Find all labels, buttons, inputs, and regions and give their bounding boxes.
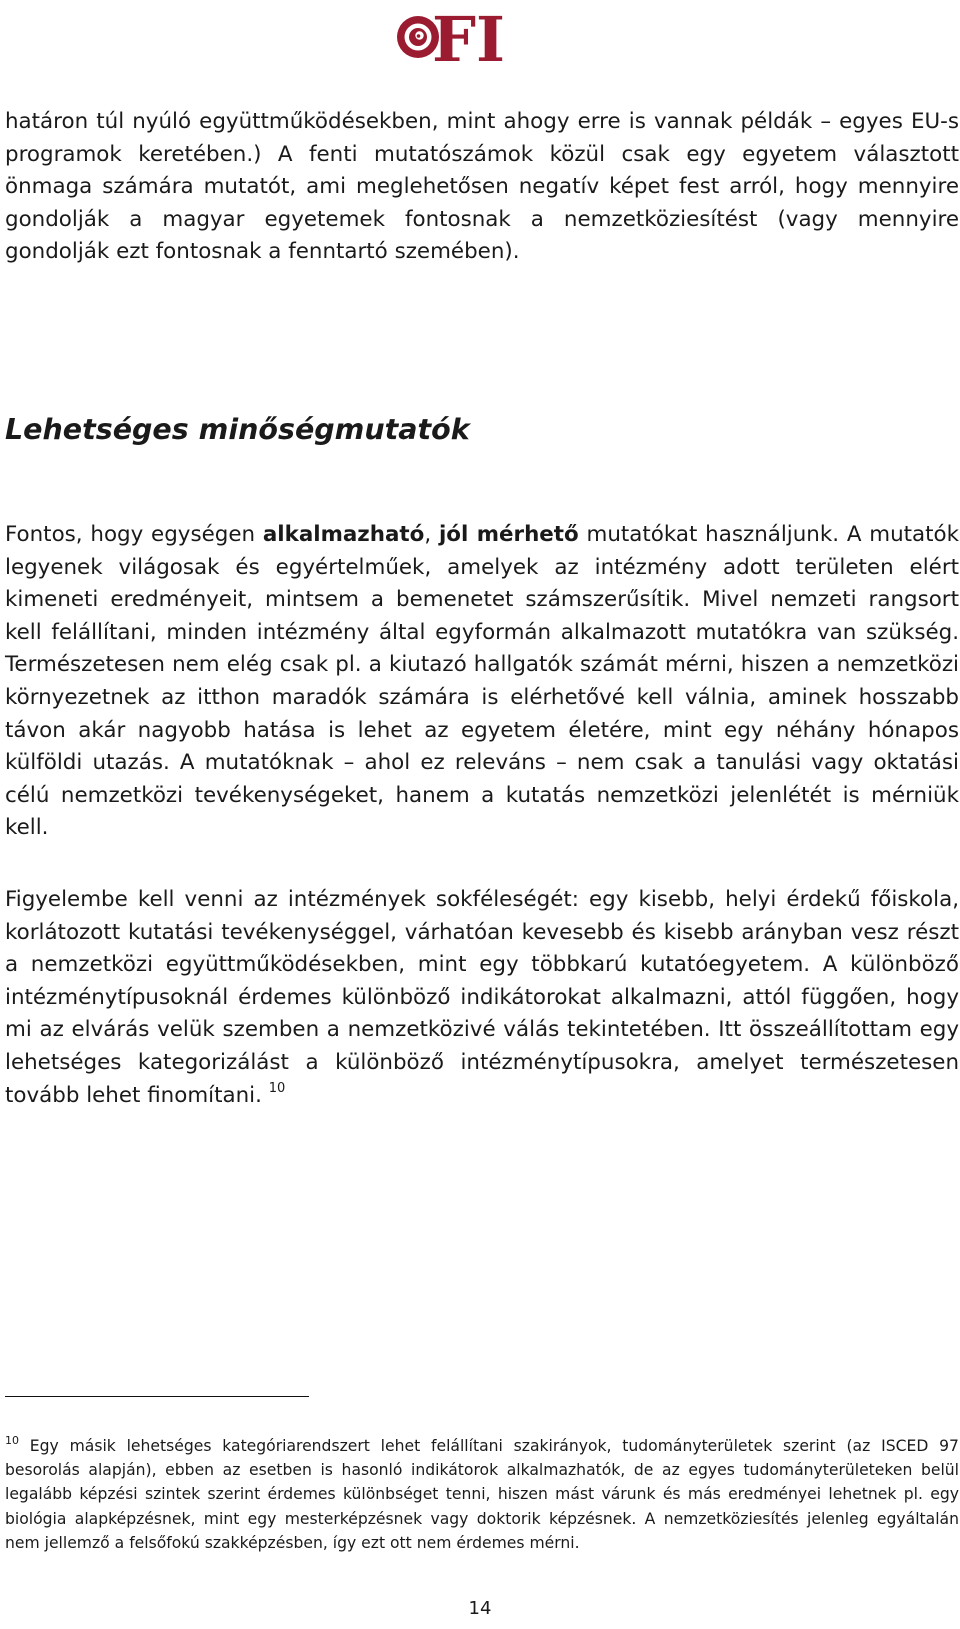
svg-text:FI: FI <box>432 4 506 70</box>
text-run: Figyelembe kell venni az intézmények sokféleségét: egy kisebb, helyi érdekű főiskola, korlátozott kutatási tevékenységgel, várhatóan kevesebb és kisebb arányban vesz részt a nemzetközi együttműködésekben, mint egy többkarú kutatóegyetem. A különböző intézménytípusoknál érdemes különböző indikátorokat alkalmazni, attól függően, hogy mi az elvárás velük szemben a nemzetközivé válás tekintetében. Itt összeállítottam egy lehetséges kategorizálást a különböző intézménytípusokra, amelyet természetesen tovább lehet finomítani. <box>5 887 959 1108</box>
footnote-text: Egy másik lehetséges kategóriarendszert lehet felállítani szakirányok, tudományterületek szerint (az ISCED 97 besorolás alapján), ebben az esetben is hasonló indikátorok alkalmazhatók, de az egyes tudományterületeken belül legalább képzési szintek szerint érdemes különbséget tenni, hiszen mást várunk és más eredményei lehetnek pl. egy biológia alapképzésnek, mint egy mesterképzésnek vagy doktorik képzésnek. A nemzetköziesítés jelenleg egyáltalán nem jellemző a felsőfokú szakképzésben, így ezt ott nem érdemes mérni. <box>5 1437 959 1552</box>
footnote <box>5 1434 959 1555</box>
section-heading: Lehetséges minőségmutatók <box>5 413 470 446</box>
body-paragraph-2 <box>5 519 959 845</box>
text-run: mutatókat használjunk. A mutatók legyenek világosak és egyértelműek, amelyek az intézmény adott területen elért kimeneti eredményeit, mintsem a bemenetet számszerűsítik. Mivel nemzeti rangsort kell felállítani, minden intézmény által egyformán alkalmazott mutatókra van szükség. Természetesen nem elég csak pl. a kiutazó hallgatók számát mérni, hiszen a nemzetközi környezetnek az itthon maradók számára is elérhetővé kell válnia, aminek hosszabb távon akár nagyobb hatása is lehet az egyetem életére, mint egy néhány hónapos külföldi utazás. A mutatóknak – ahol ez releváns – nem csak a tanulási vagy oktatási célú nemzetközi tevékenységeket, hanem a kutatás nemzetközi jelenlétét is mérniük kell. <box>5 522 959 841</box>
page-number: 14 <box>468 1598 492 1619</box>
body-paragraph-3 <box>5 884 959 1112</box>
bold-term-measurable: jól mérhető <box>438 522 579 547</box>
footnote-separator <box>5 1396 309 1397</box>
footnote-number: 10 <box>5 1434 19 1447</box>
bold-term-applicable: alkalmazható <box>262 522 425 547</box>
text-run: , <box>424 522 439 547</box>
body-paragraph-1: határon túl nyúló együttműködésekben, mint ahogy erre is vannak példák – egyes EU-s programok keretében.) A fenti mutatószámok közül csak egy egyetem választott önmaga számára mutatót, ami meglehetősen negatív képet fest arról, hogy mennyire gondolják a magyar egyetemek fontosnak a nemzetköziesítést (vagy mennyire gondolják ezt fontosnak a fenntartó szemében). <box>5 109 959 265</box>
ofi-logo <box>392 4 522 70</box>
text-run: Fontos, hogy egységen <box>5 522 263 547</box>
footnote-reference[interactable]: 10 <box>268 1080 286 1096</box>
